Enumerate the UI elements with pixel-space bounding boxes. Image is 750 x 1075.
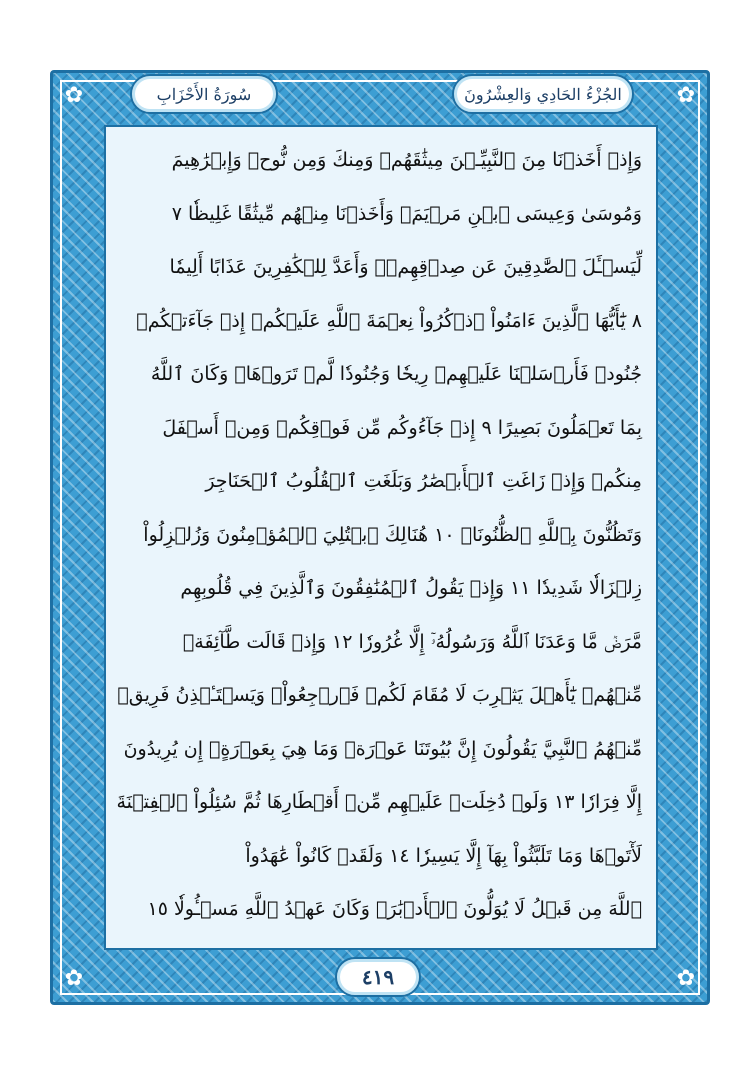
corner-ornament-icon: ✿ <box>676 966 696 991</box>
verse-line: زِلۡزَالٗا شَدِيدٗا ١١ وَإِذۡ يَقُولُ ٱلۡمُنَٰفِقُونَ وَٱلَّذِينَ فِي قُلُوبِهِم <box>180 577 642 599</box>
verse-line: بِمَا تَعۡمَلُونَ بَصِيرًا ٩ إِذۡ جَآءُوكُم مِّن فَوۡقِكُمۡ وَمِنۡ أَسۡفَلَ <box>162 416 642 439</box>
surah-header: سُورَةُ الأَحْزَابِ <box>130 74 278 114</box>
verse-line: وَتَظُنُّونَ بِٱللَّهِ ٱلظُّنُونَا۠ ١٠ هُنَالِكَ ٱبۡتُلِيَ ٱلۡمُؤۡمِنُونَ وَزُلۡزِلُواْ <box>143 523 642 546</box>
verse-line: جُنُودٞ فَأَرۡسَلۡنَا عَلَيۡهِمۡ رِيحٗا وَجُنُودٗا لَّمۡ تَرَوۡهَاۚ وَكَانَ ٱللَّهُ <box>150 363 642 385</box>
verse-line: وَإِذۡ أَخَذۡنَا مِنَ ٱلنَّبِيِّـۧنَ مِيثَٰقَهُمۡ وَمِنكَ وَمِن نُّوحٖ وَإِبۡرَٰهِيمَ <box>171 149 642 171</box>
verse-line: مِّنۡهُمۡ يَٰٓأَهۡلَ يَثۡرِبَ لَا مُقَامَ لَكُمۡ فَٱرۡجِعُواْۚ وَيَسۡتَـٔۡذِنُ فَرِيقٞ <box>117 684 642 706</box>
corner-ornament-icon: ✿ <box>64 966 84 991</box>
juz-header: الجُزْءُ الحَادِي وَالعِشْرُونَ <box>452 74 634 114</box>
verse-line: لَأٓتَوۡهَا وَمَا تَلَبَّثُواْ بِهَآ إِلَّا يَسِيرٗا ١٤ وَلَقَدۡ كَانُواْ عَٰهَدُواْ <box>245 844 642 867</box>
verse-line: إِلَّا فِرَارٗا ١٣ وَلَوۡ دُخِلَتۡ عَلَيۡهِم مِّنۡ أَقۡطَارِهَا ثُمَّ سُئِلُواْ ٱلۡفِتۡنَةَ <box>116 791 642 813</box>
verse-line: لِّيَسۡـَٔلَ ٱلصَّٰدِقِينَ عَن صِدۡقِهِمۡۚ وَأَعَدَّ لِلۡكَٰفِرِينَ عَذَابًا أَلِيمٗا <box>169 256 642 278</box>
verse-line: ٨ يَٰٓأَيُّهَا ٱلَّذِينَ ءَامَنُواْ ٱذۡكُرُواْ نِعۡمَةَ ٱللَّهِ عَلَيۡكُمۡ إِذۡ جَآءَتۡكُمۡ <box>136 309 642 332</box>
verse-line: مِّنۡهُمُ ٱلنَّبِيَّ يَقُولُونَ إِنَّ بُيُوتَنَا عَوۡرَةٞ وَمَا هِيَ بِعَوۡرَةٍۖ إِن يُرِيدُونَ <box>123 737 642 760</box>
page-number: ٤١٩ <box>335 957 421 997</box>
verse-line: وَمُوسَىٰ وَعِيسَى ٱبۡنِ مَرۡيَمَۖ وَأَخَذۡنَا مِنۡهُم مِّيثَٰقًا غَلِيظٗا ٧ <box>171 202 642 225</box>
verse-line: مِنكُمۡ وَإِذۡ زَاغَتِ ٱلۡأَبۡصَٰرُ وَبَلَغَتِ ٱلۡقُلُوبُ ٱلۡحَنَاجِرَ <box>205 470 642 492</box>
verse-line: ٱللَّهَ مِن قَبۡلُ لَا يُوَلُّونَ ٱلۡأَدۡبَٰرَۚ وَكَانَ عَهۡدُ ٱللَّهِ مَسۡـُٔولٗا ١٥ <box>147 898 642 920</box>
verse-line: مَّرَضٞ مَّا وَعَدَنَا ٱللَّهُ وَرَسُولُهُۥٓ إِلَّا غُرُورٗا ١٢ وَإِذۡ قَالَت طَّآئِفَةٞ <box>182 630 642 653</box>
corner-ornament-icon: ✿ <box>676 83 696 108</box>
corner-ornament-icon: ✿ <box>64 83 84 108</box>
